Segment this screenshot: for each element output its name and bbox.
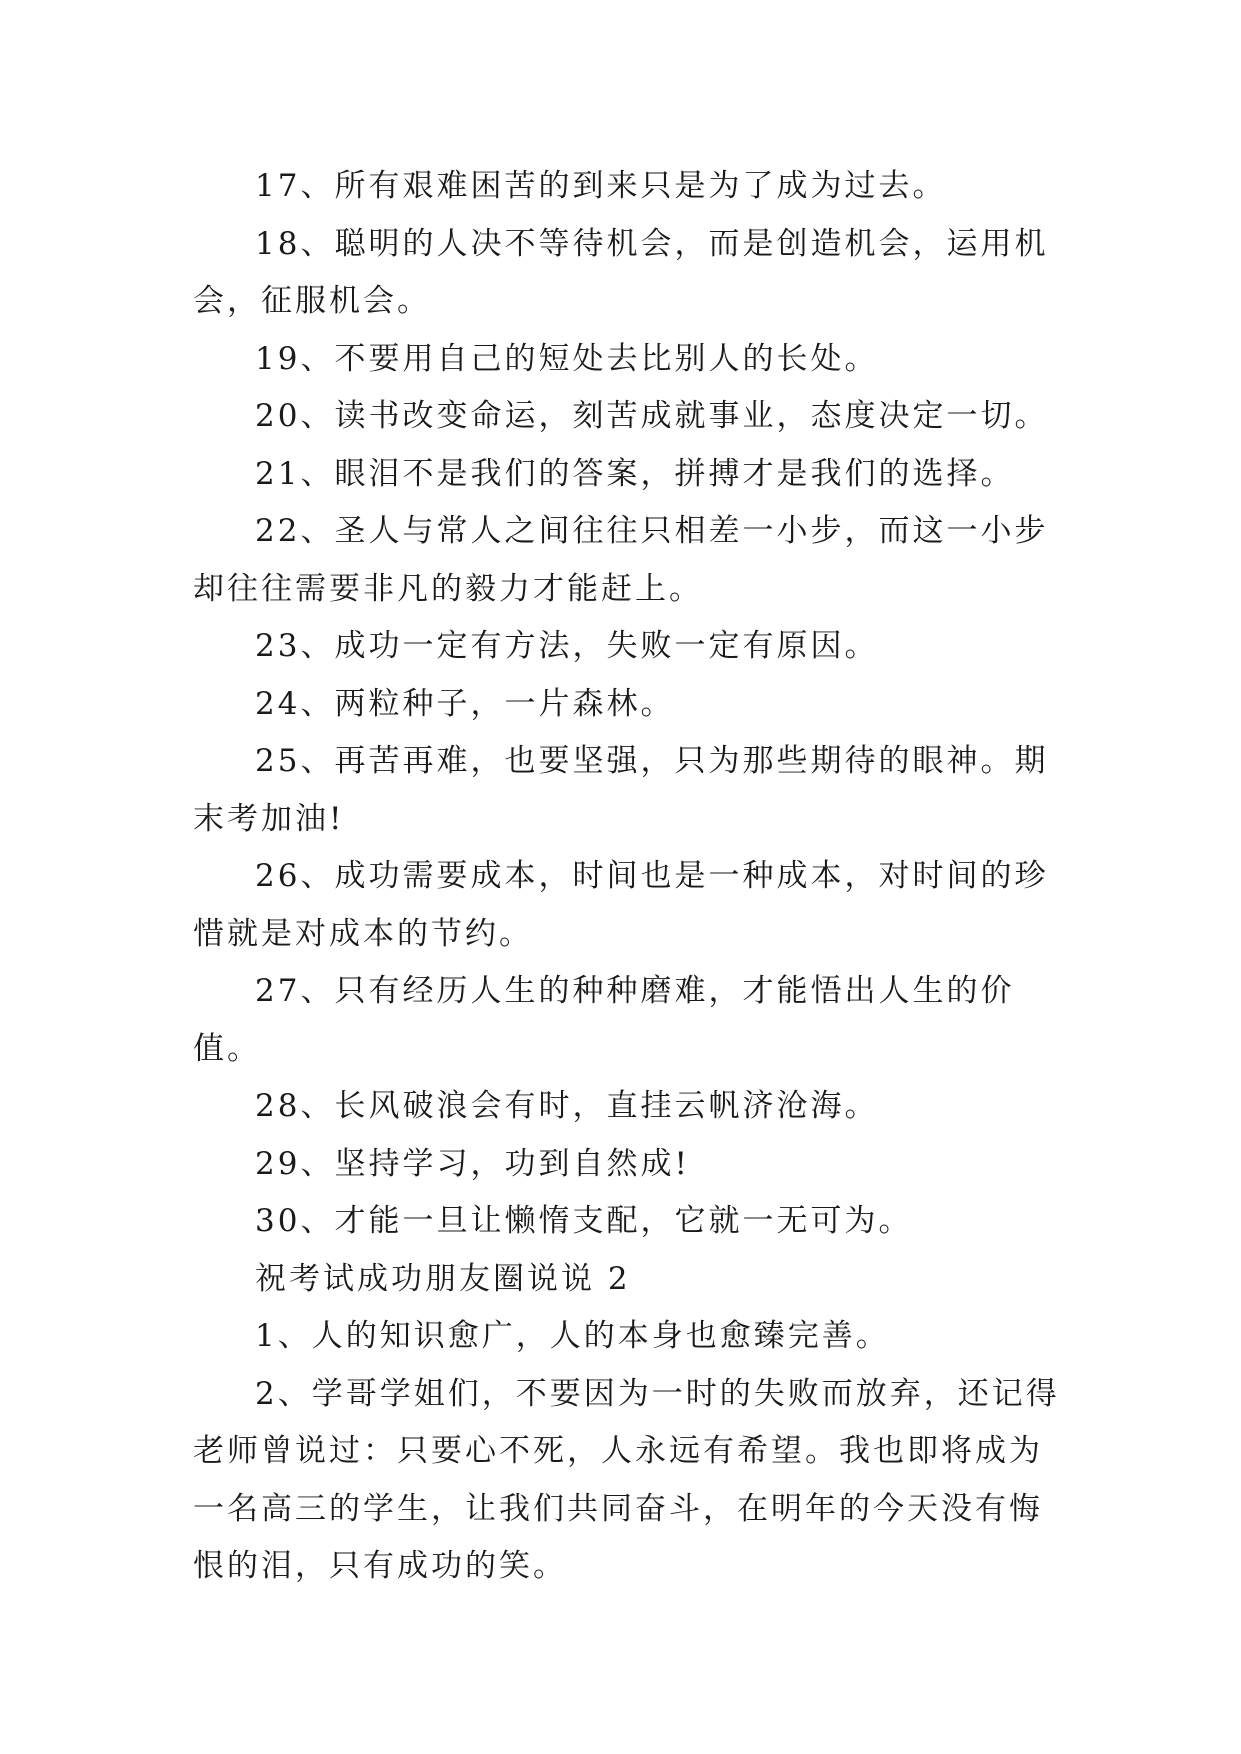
list-item: 25、再苦再难，也要坚强，只为那些期待的眼神。期末考加油! <box>193 743 1049 837</box>
list-item: 24、两粒种子，一片森林。 <box>255 685 675 722</box>
list-item: 20、读书改变命运，刻苦成就事业，态度决定一切。 <box>255 398 1049 434</box>
list-item: 30、才能一旦让懒惰支配，它就一无可为。 <box>255 1203 913 1239</box>
list-item: 1、人的知识愈广，人的本身也愈臻完善。 <box>255 1318 890 1354</box>
list-item: 22、圣人与常人之间往往只相差一小步，而这一小步却往往需要非凡的毅力才能赶上。 <box>193 513 1049 607</box>
list-item: 21、眼泪不是我们的答案，拼搏才是我们的选择。 <box>255 455 1015 492</box>
list-item: 23、成功一定有方法，失败一定有原因。 <box>255 628 879 664</box>
list-item: 26、成功需要成本，时间也是一种成本，对时间的珍惜就是对成本的节约。 <box>193 858 1049 952</box>
list-item: 17、所有艰难困苦的到来只是为了成为过去。 <box>255 168 947 204</box>
section-heading: 祝考试成功朋友圈说说 2 <box>255 1260 631 1297</box>
list-item: 2、学哥学姐们，不要因为一时的失败而放弃，还记得老师曾说过：只要心不死，人永远有希望。我也即将成为一名高三的学生，让我们共同奋斗，在明年的今天没有悔恨的泪，只有成功的笑。 <box>193 1375 1060 1584</box>
list-item: 19、不要用自己的短处去比别人的长处。 <box>255 340 879 377</box>
list-item: 18、聪明的人决不等待机会，而是创造机会，运用机会，征服机会。 <box>193 225 1049 319</box>
document-body <box>193 158 1063 1596</box>
list-item: 29、坚持学习，功到自然成! <box>255 1145 690 1182</box>
list-item: 28、长风破浪会有时，直挂云帆济沧海。 <box>255 1088 879 1124</box>
list-item: 27、只有经历人生的种种磨难，才能悟出人生的价值。 <box>193 973 1015 1067</box>
